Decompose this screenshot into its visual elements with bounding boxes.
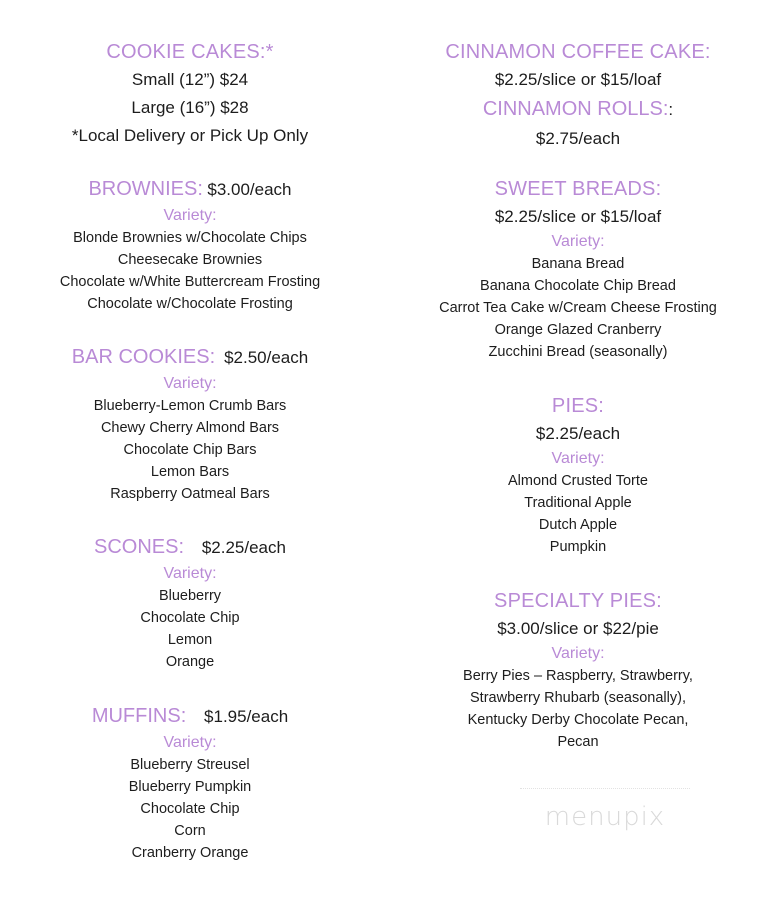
bar-cookies-section bbox=[0, 343, 380, 505]
variety-label: Variety: bbox=[163, 565, 217, 582]
scones-header bbox=[0, 533, 380, 563]
list-item: Raspberry Oatmeal Bars bbox=[110, 486, 270, 502]
cookie-cakes-section bbox=[0, 38, 380, 150]
scones-title: SCONES: bbox=[94, 536, 185, 558]
sweet-breads-price: $2.25/slice or $15/loaf bbox=[494, 207, 662, 226]
list-item: Strawberry Rhubarb (seasonally), bbox=[470, 690, 686, 706]
cinnamon-rolls-suffix: : bbox=[668, 100, 674, 119]
cinnamon-rolls-price: $2.75/each bbox=[535, 129, 621, 148]
list-item: Blonde Brownies w/Chocolate Chips bbox=[73, 230, 307, 246]
list-item: Cranberry Orange bbox=[131, 845, 249, 861]
variety-label: Variety: bbox=[163, 207, 217, 224]
brownies-section bbox=[0, 175, 380, 315]
cinnamon-rolls-title: CINNAMON ROLLS: bbox=[482, 98, 669, 120]
muffins-header bbox=[0, 702, 380, 732]
list-item: Banana Chocolate Chip Bread bbox=[480, 278, 676, 294]
list-item: Blueberry-Lemon Crumb Bars bbox=[93, 398, 287, 414]
list-item: Blueberry bbox=[158, 588, 222, 604]
menupix-watermark: menupix bbox=[520, 788, 690, 845]
muffins-price: $1.95/each bbox=[204, 707, 289, 726]
brownies-price: $3.00/each bbox=[207, 180, 292, 199]
list-item: Lemon bbox=[167, 632, 213, 648]
cookie-cakes-line: Small (12”) $24 bbox=[131, 70, 249, 89]
cinnamon-rolls-header bbox=[388, 95, 768, 125]
list-item: Blueberry Streusel bbox=[130, 757, 250, 773]
scones-section bbox=[0, 533, 380, 673]
specialty-pies-title: SPECIALTY PIES: bbox=[494, 590, 662, 612]
scones-price: $2.25/each bbox=[201, 538, 286, 557]
list-item: Blueberry Pumpkin bbox=[128, 779, 252, 795]
list-item: Almond Crusted Torte bbox=[508, 473, 648, 489]
list-item: Dutch Apple bbox=[538, 517, 618, 533]
muffins-section bbox=[0, 702, 380, 864]
brownies-title: BROWNIES: bbox=[88, 178, 203, 200]
list-item: Chewy Cherry Almond Bars bbox=[100, 420, 280, 436]
list-item: Kentucky Derby Chocolate Pecan, bbox=[467, 712, 689, 728]
specialty-pies-price: $3.00/slice or $22/pie bbox=[497, 619, 659, 638]
bar-cookies-title: BAR COOKIES: bbox=[71, 346, 216, 368]
list-item: Berry Pies – Raspberry, Strawberry, bbox=[463, 668, 693, 684]
list-item: Chocolate Chip Bars bbox=[123, 442, 257, 458]
list-item: Orange bbox=[165, 654, 215, 670]
list-item: Zucchini Bread (seasonally) bbox=[488, 344, 668, 360]
pies-title: PIES: bbox=[551, 395, 605, 417]
variety-label: Variety: bbox=[551, 450, 605, 467]
cookie-cakes-note: *Local Delivery or Pick Up Only bbox=[71, 126, 309, 145]
list-item: Cheesecake Brownies bbox=[117, 252, 263, 268]
list-item: Traditional Apple bbox=[524, 495, 632, 511]
cookie-cakes-line: Large (16”) $28 bbox=[131, 98, 249, 117]
variety-label: Variety: bbox=[551, 233, 605, 250]
list-item: Chocolate Chip bbox=[140, 801, 240, 817]
list-item: Pecan bbox=[557, 734, 599, 750]
cinnamon-rolls-section bbox=[388, 95, 768, 153]
pies-section bbox=[388, 392, 768, 558]
variety-label: Variety: bbox=[163, 734, 217, 751]
list-item: Pumpkin bbox=[549, 539, 607, 555]
sweet-breads-title: SWEET BREADS: bbox=[494, 178, 662, 200]
list-item: Corn bbox=[174, 823, 206, 839]
variety-label: Variety: bbox=[551, 645, 605, 662]
variety-label: Variety: bbox=[163, 375, 217, 392]
cinnamon-coffee-cake-title: CINNAMON COFFEE CAKE: bbox=[445, 41, 711, 63]
list-item: Orange Glazed Cranberry bbox=[494, 322, 662, 338]
cinnamon-coffee-cake-section bbox=[388, 38, 768, 94]
list-item: Chocolate w/White Buttercream Frosting bbox=[59, 274, 321, 290]
list-item: Chocolate Chip bbox=[140, 610, 240, 626]
list-item: Lemon Bars bbox=[150, 464, 230, 480]
list-item: Banana Bread bbox=[531, 256, 625, 272]
brownies-header bbox=[0, 175, 380, 205]
pies-price: $2.25/each bbox=[535, 424, 621, 443]
muffins-title: MUFFINS: bbox=[91, 705, 187, 727]
specialty-pies-section bbox=[388, 587, 768, 753]
cookie-cakes-title: COOKIE CAKES:* bbox=[106, 41, 274, 63]
list-item: Carrot Tea Cake w/Cream Cheese Frosting bbox=[439, 300, 717, 316]
bar-cookies-header bbox=[0, 343, 380, 373]
bar-cookies-price: $2.50/each bbox=[224, 348, 309, 367]
list-item: Chocolate w/Chocolate Frosting bbox=[87, 296, 293, 312]
cinnamon-coffee-cake-price: $2.25/slice or $15/loaf bbox=[494, 70, 662, 89]
sweet-breads-section bbox=[388, 175, 768, 363]
